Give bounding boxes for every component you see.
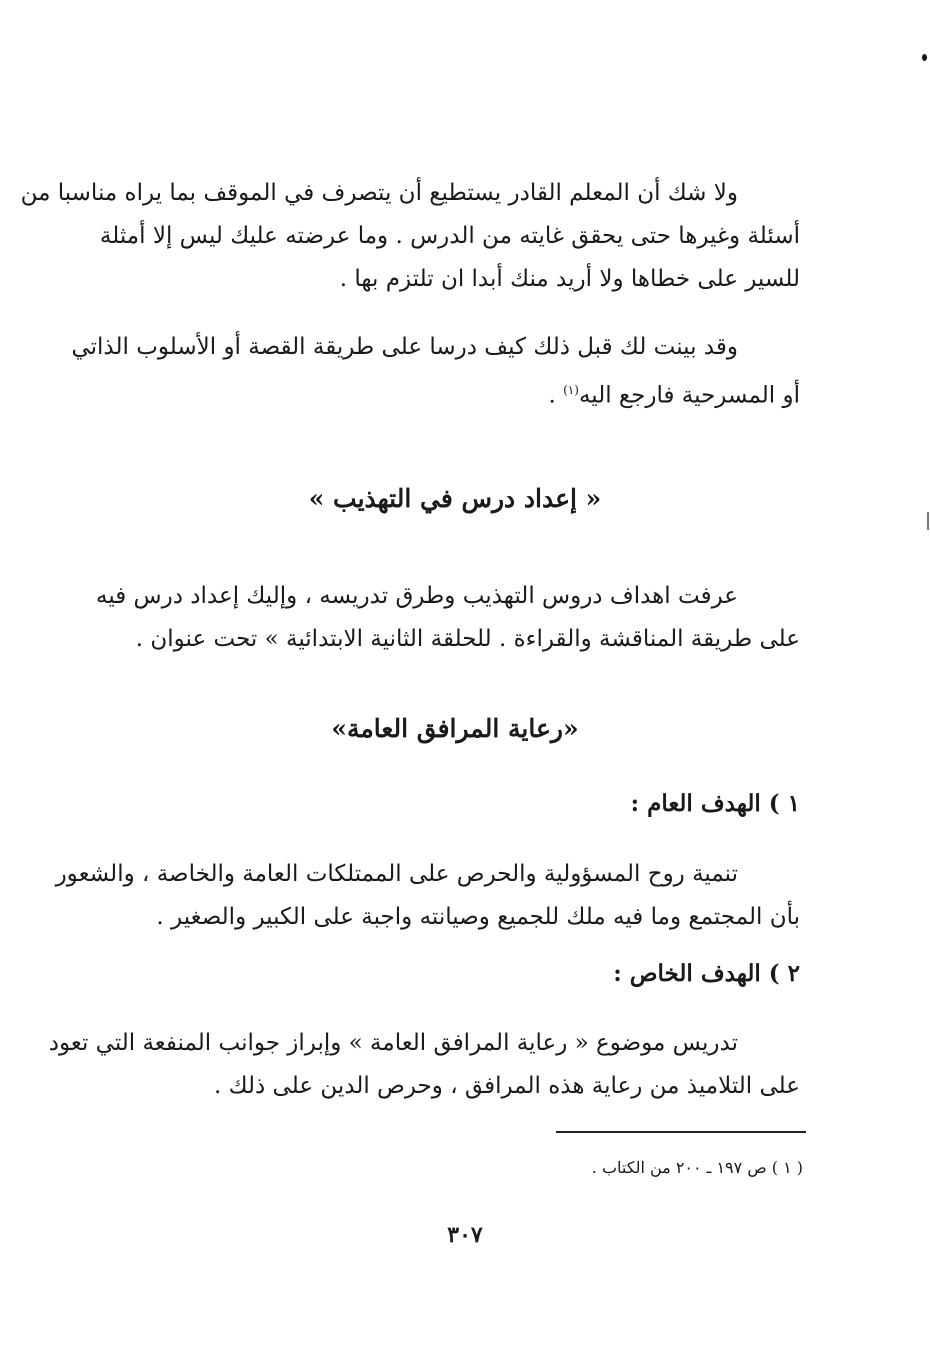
footnote-divider xyxy=(556,1131,806,1133)
paragraph-1 xyxy=(20,172,800,301)
specific-objective-line-2: على التلاميذ من رعاية هذه المرافق ، وحرص الدين على ذلك . xyxy=(213,1073,800,1099)
paragraph-2-line-2-text: أو المسرحية فارجع اليه xyxy=(578,382,800,409)
lesson-title: «رعاية المرافق العامة» xyxy=(331,714,579,743)
general-objective-line-2: بأن المجتمع وما فيه ملك للجميع وصيانته واجبة على الكبير والصغير . xyxy=(156,904,800,930)
paragraph-2-line-2 xyxy=(110,369,800,418)
margin-mark xyxy=(922,54,927,61)
margin-tick xyxy=(927,512,929,530)
paragraph-3-line-2: على طريقة المناقشة والقراءة . للحلقة الثانية الابتدائية » تحت عنوان . xyxy=(135,626,800,652)
general-objective-text xyxy=(55,853,800,939)
footnote: ( ١ ) ص ١٩٧ ـ ٢٠٠ من الكتاب . xyxy=(591,1158,803,1177)
paragraph-3-line-1: عرفت اهداف دروس التهذيب وطرق تدريسه ، وإليك إعداد درس فيه xyxy=(95,583,738,609)
page-number: ٣٠٧ xyxy=(447,1222,483,1248)
footnote-reference[interactable]: (١) xyxy=(563,383,579,397)
general-objective-line-1: تنمية روح المسؤولية والحرص على الممتلكات العامة والخاصة ، والشعور xyxy=(55,861,738,887)
paragraph-1-line-1: ولا شك أن المعلم القادر يستطيع أن يتصرف في الموقف بما يراه مناسبا من xyxy=(20,180,738,206)
paragraph-2 xyxy=(71,326,800,418)
paragraph-1-line-2: أسئلة وغيرها حتى يحقق غايته من الدرس . وما عرضته عليك ليس إلا أمثلة xyxy=(99,223,800,249)
specific-objective-title: ٢ ) الهدف الخاص : xyxy=(613,960,800,987)
section-heading-lesson-prep: « إعداد درس في التهذيب » xyxy=(308,484,602,513)
paragraph-1-line-3: للسير على خطاها ولا أريد منك أبدا ان تلتزم بها . xyxy=(339,266,800,292)
paragraph-2-line-1: وقد بينت لك قبل ذلك كيف درسا على طريقة القصة أو الأسلوب الذاتي xyxy=(71,334,738,360)
paragraph-3 xyxy=(95,575,800,661)
general-objective-title: ١ ) الهدف العام : xyxy=(630,790,800,817)
specific-objective-line-1: تدريس موضوع « رعاية المرافق العامة » وإبراز جوانب المنفعة التي تعود xyxy=(48,1030,738,1056)
specific-objective-text xyxy=(48,1022,800,1108)
paragraph-2-end: . xyxy=(548,382,564,409)
